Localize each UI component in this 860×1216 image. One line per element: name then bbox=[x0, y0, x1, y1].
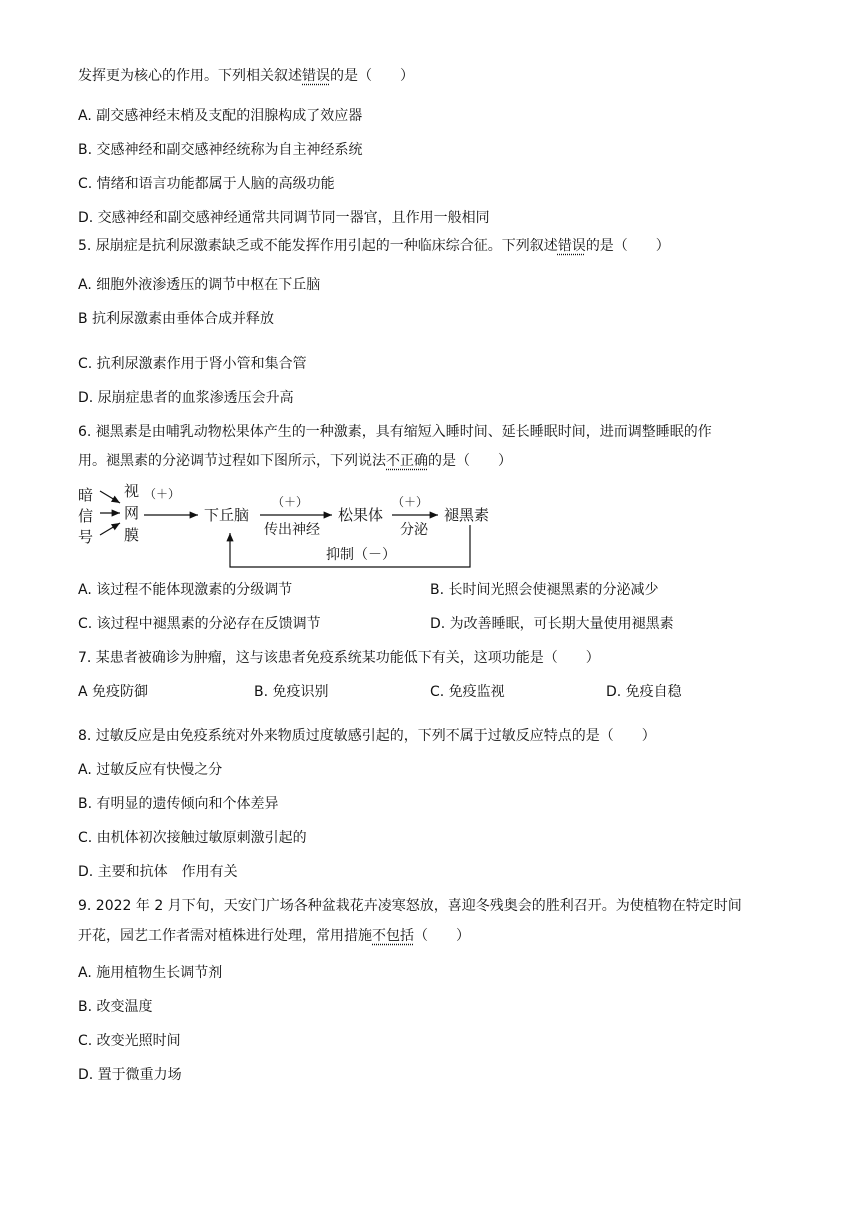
q6-option-b: B. 长时间光照会使褪黑素的分泌减少 bbox=[430, 582, 659, 598]
q5-option-c: C. 抗利尿激素作用于肾小管和集合管 bbox=[78, 356, 307, 372]
q7-option-a: A 免疫防御 bbox=[78, 684, 149, 700]
retina-char-2: 网 bbox=[124, 504, 140, 522]
q5-option-d: D. 尿崩症患者的血浆渗透压会升高 bbox=[78, 390, 294, 406]
q8-option-a: A. 过敏反应有快慢之分 bbox=[78, 762, 223, 778]
q6-option-a: A. 该过程不能体现激素的分级调节 bbox=[78, 582, 293, 598]
q9-option-a: A. 施用植物生长调节剂 bbox=[78, 965, 223, 981]
q4-option-a: A. 副交感神经末梢及支配的泪腺构成了效应器 bbox=[78, 108, 363, 124]
efferent-nerve-label: 传出神经 bbox=[264, 522, 320, 538]
q6-stem-line2: 用。褪黑素的分泌调节过程如下图所示，下列说法不正确的是（ ） bbox=[78, 453, 512, 469]
q6-stem-line1: 6. 褪黑素是由哺乳动物松果体产生的一种激素，具有缩短入睡时间、延长睡眠时间，进而调整睡眠的作 bbox=[78, 424, 712, 440]
q7-stem: 7. 某患者被确诊为肿瘤，这与该患者免疫系统某功能低下有关，这项功能是（ ） bbox=[78, 650, 600, 666]
q4-stem: 发挥更为核心的作用。下列相关叙述错误的是（ ） bbox=[78, 68, 414, 84]
melatonin-label: 褪黑素 bbox=[444, 506, 490, 524]
q4-option-b: B. 交感神经和副交感神经统称为自主神经系统 bbox=[78, 142, 363, 158]
q9-stem-line1: 9. 2022 年 2 月下旬，天安门广场各种盆栽花卉凌寒怒放，喜迎冬残奥会的胜利召开。为使植物在特定时间 bbox=[78, 898, 742, 914]
q4-option-c: C. 情绪和语言功能都属于人脑的高级功能 bbox=[78, 176, 335, 192]
plus-label-3: （＋） bbox=[392, 495, 429, 509]
hypothalamus-label: 下丘脑 bbox=[204, 506, 250, 524]
melatonin-regulation-diagram bbox=[74, 481, 514, 571]
signal-arrow-top bbox=[100, 491, 120, 503]
q8-option-c: C. 由机体初次接触过敏原刺激引起的 bbox=[78, 830, 307, 846]
q9-stem-line2: 开花，园艺工作者需对植株进行处理，常用措施不包括（ ） bbox=[78, 928, 470, 944]
q5-option-a: A. 细胞外液渗透压的调节中枢在下丘脑 bbox=[78, 277, 321, 293]
q8-stem: 8. 过敏反应是由免疫系统对外来物质过度敏感引起的，下列不属于过敏反应特点的是（ ） bbox=[78, 728, 656, 744]
q6-option-c: C. 该过程中褪黑素的分泌存在反馈调节 bbox=[78, 616, 321, 632]
q5-option-b: B 抗利尿激素由垂体合成并释放 bbox=[78, 311, 275, 327]
signal-arrow-bottom bbox=[100, 523, 120, 535]
pineal-label: 松果体 bbox=[338, 506, 384, 524]
q7-option-d: D. 免疫自稳 bbox=[606, 684, 682, 700]
plus-label-2: （＋） bbox=[272, 495, 309, 509]
dark-signal-char-1: 暗 bbox=[78, 486, 94, 504]
retina-char-1: 视 bbox=[124, 482, 140, 500]
inhibit-label: 抑制（－） bbox=[326, 547, 396, 563]
q4-option-d: D. 交感神经和副交感神经通常共同调节同一器官，且作用一般相同 bbox=[78, 210, 490, 226]
secrete-label: 分泌 bbox=[400, 522, 428, 538]
plus-label-1: （＋） bbox=[144, 487, 181, 501]
dark-signal-char-3: 号 bbox=[78, 528, 94, 546]
q9-option-b: B. 改变温度 bbox=[78, 999, 153, 1015]
q8-option-d: D. 主要和抗体 作用有关 bbox=[78, 864, 238, 880]
dark-signal-char-2: 信 bbox=[78, 507, 94, 525]
q9-option-d: D. 置于微重力场 bbox=[78, 1067, 182, 1083]
q9-option-c: C. 改变光照时间 bbox=[78, 1033, 181, 1049]
q7-option-c: C. 免疫监视 bbox=[430, 684, 505, 700]
q6-option-d: D. 为改善睡眠，可长期大量使用褪黑素 bbox=[430, 616, 674, 632]
q5-stem: 5. 尿崩症是抗利尿激素缺乏或不能发挥作用引起的一种临床综合征。下列叙述错误的是（ ） bbox=[78, 238, 670, 254]
q8-option-b: B. 有明显的遗传倾向和个体差异 bbox=[78, 796, 279, 812]
retina-char-3: 膜 bbox=[124, 526, 140, 544]
q7-option-b: B. 免疫识别 bbox=[254, 684, 329, 700]
